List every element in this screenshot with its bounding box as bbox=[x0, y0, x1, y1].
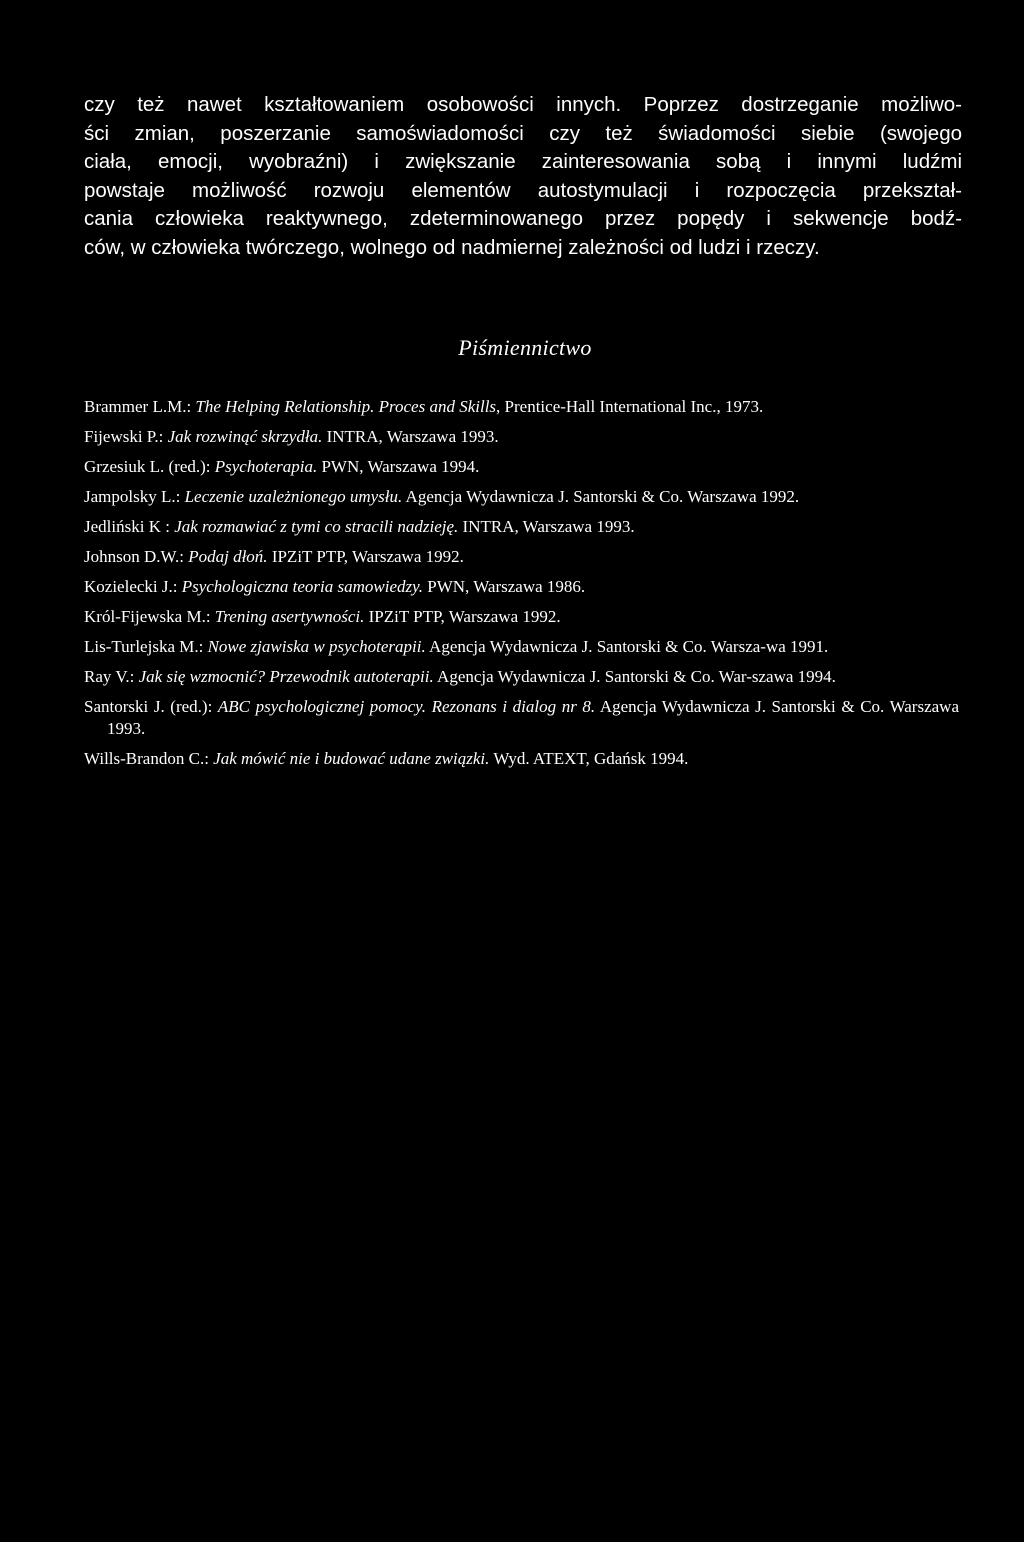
reference-title: Nowe zjawiska w psychoterapii. bbox=[207, 637, 426, 656]
reference-item bbox=[84, 696, 959, 740]
reference-item bbox=[84, 666, 959, 688]
reference-publisher: PWN, Warszawa 1994. bbox=[317, 457, 480, 476]
reference-publisher: IPZiT PTP, Warszawa 1992. bbox=[364, 607, 561, 626]
reference-item bbox=[84, 636, 959, 658]
reference-title: Psychologiczna teoria samowiedzy. bbox=[181, 577, 423, 596]
reference-author: Johnson D.W.: bbox=[84, 547, 189, 566]
reference-author: Król-Fijewska M.: bbox=[84, 607, 215, 626]
reference-author: Jampolsky L.: bbox=[84, 487, 185, 506]
body-line: ści zmian, poszerzanie samoświadomości czy też świadomości siebie (swojego bbox=[84, 121, 962, 145]
reference-author: Wills-Brandon C.: bbox=[84, 749, 214, 768]
body-line: cania człowieka reaktywnego, zdeterminowanego przez popędy i sekwencje bodź- bbox=[84, 207, 962, 231]
reference-item bbox=[84, 516, 959, 538]
body-line: ców, w człowieka twórczego, wolnego od nadmiernej zależności od ludzi i rzeczy. bbox=[84, 235, 820, 259]
reference-author: Kozielecki J.: bbox=[84, 577, 182, 596]
reference-author: Grzesiuk L. (red.): bbox=[84, 457, 215, 476]
reference-list bbox=[84, 396, 959, 778]
reference-publisher: INTRA, Warszawa 1993. bbox=[322, 427, 499, 446]
reference-author: Santorski J. (red.): bbox=[84, 697, 218, 716]
reference-publisher: Agencja Wydawnicza J. Santorski & Co. Warszawa 1992. bbox=[402, 487, 800, 506]
reference-publisher: Agencja Wydawnicza J. Santorski & Co. Warszawa 1993. bbox=[107, 697, 959, 738]
reference-publisher: Agencja Wydawnicza J. Santorski & Co. War-szawa 1994. bbox=[433, 667, 836, 686]
reference-title: Jak rozmawiać z tymi co stracili nadzieję. bbox=[174, 517, 459, 536]
reference-publisher: INTRA, Warszawa 1993. bbox=[458, 517, 635, 536]
reference-item bbox=[84, 576, 959, 598]
reference-title: Jak mówić nie i budować udane związki. bbox=[213, 749, 490, 768]
reference-item bbox=[84, 456, 959, 478]
reference-item bbox=[84, 748, 959, 770]
reference-author: Jedliński K : bbox=[84, 517, 175, 536]
reference-item bbox=[84, 606, 959, 628]
reference-title: Leczenie uzależnionego umysłu. bbox=[184, 487, 403, 506]
reference-item bbox=[84, 546, 959, 568]
reference-title: Trening asertywności. bbox=[214, 607, 365, 626]
reference-title: The Helping Relationship. Proces and Skills bbox=[195, 397, 497, 416]
reference-title: Jak się wzmocnić? Przewodnik autoterapii. bbox=[138, 667, 434, 686]
reference-title: Jak rozwinąć skrzydła. bbox=[167, 427, 323, 446]
body-line: powstaje możliwość rozwoju elementów autostymulacji i rozpoczęcia przekształ- bbox=[84, 178, 962, 202]
body-paragraph bbox=[84, 91, 962, 263]
bibliography-heading: Piśmiennictwo bbox=[458, 335, 592, 360]
reference-publisher: , Prentice-Hall International Inc., 1973. bbox=[496, 397, 764, 416]
body-line: ciała, emocji, wyobraźni) i zwiększanie zainteresowania sobą i innymi ludźmi bbox=[84, 150, 962, 174]
reference-author: Fijewski P.: bbox=[84, 427, 168, 446]
reference-publisher: IPZiT PTP, Warszawa 1992. bbox=[267, 547, 464, 566]
reference-item bbox=[84, 426, 959, 448]
reference-title: Psychoterapia. bbox=[214, 457, 318, 476]
reference-publisher: Wyd. ATEXT, Gdańsk 1994. bbox=[489, 749, 689, 768]
reference-publisher: Agencja Wydawnicza J. Santorski & Co. Warsza-wa 1991. bbox=[425, 637, 829, 656]
reference-author: Lis-Turlejska M.: bbox=[84, 637, 208, 656]
body-line: czy też nawet kształtowaniem osobowości innych. Poprzez dostrzeganie możliwo- bbox=[84, 93, 962, 116]
reference-publisher: PWN, Warszawa 1986. bbox=[423, 577, 586, 596]
reference-item bbox=[84, 486, 959, 508]
reference-item bbox=[84, 396, 959, 418]
reference-author: Brammer L.M.: bbox=[84, 397, 196, 416]
reference-author: Ray V.: bbox=[84, 667, 139, 686]
reference-title: ABC psychologicznej pomocy. Rezonans i dialog nr 8. bbox=[217, 697, 596, 716]
reference-title: Podaj dłoń. bbox=[188, 547, 268, 566]
